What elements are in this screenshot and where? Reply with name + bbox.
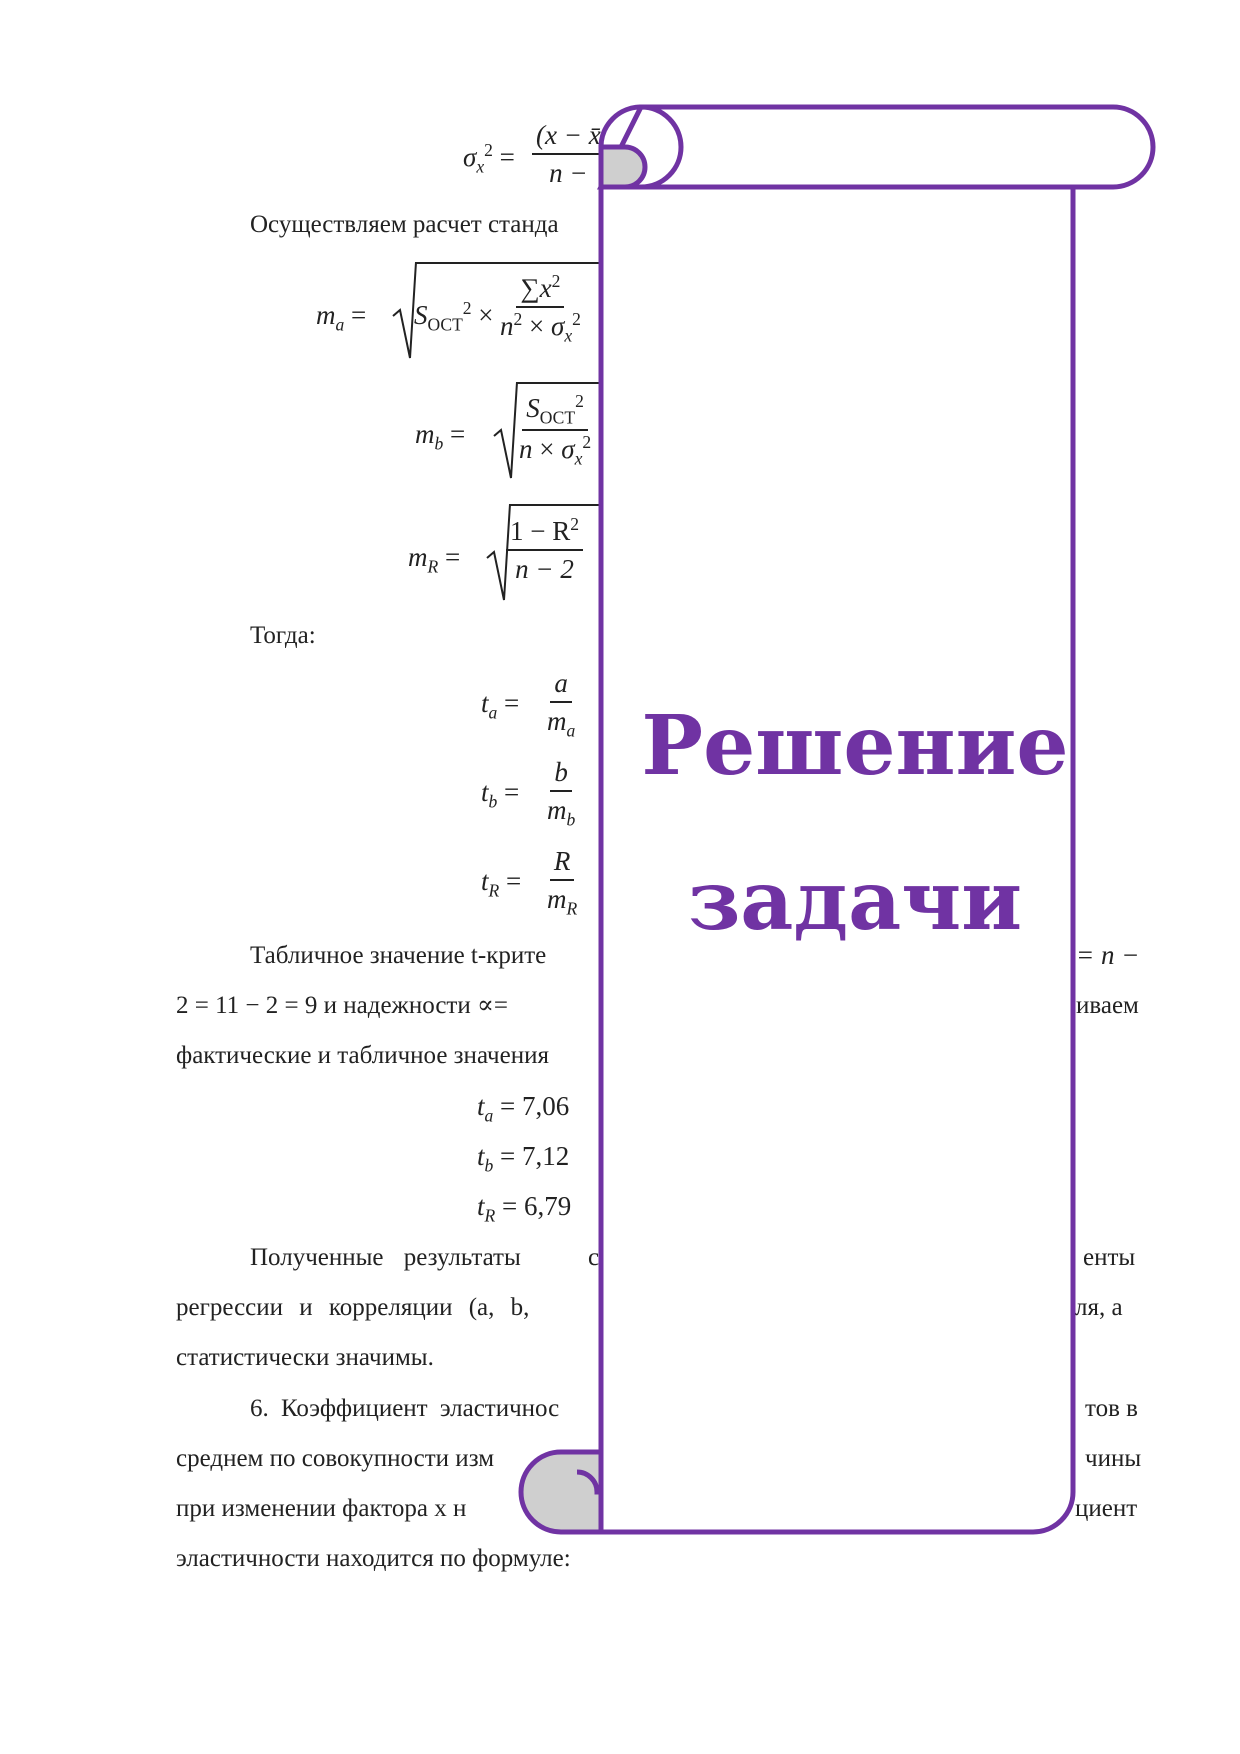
paragraph-results-left: Полученные результаты xyxy=(250,1244,521,1271)
sigma-numerator: (x − x̄ xyxy=(532,118,605,155)
tb-numerator: b xyxy=(550,755,572,792)
one-minus-r2: $1 - R^2$ xyxy=(506,513,583,551)
tr-lhs: $t_R$ = xyxy=(481,866,522,901)
paragraph-change-right: циент xyxy=(1075,1495,1138,1522)
ta-numerator: a xyxy=(550,666,572,703)
paragraph-change-left: при изменении фактора х н xyxy=(176,1495,467,1522)
paragraph-results-c: с xyxy=(588,1244,600,1271)
ta-lhs: $t_a$ = xyxy=(481,688,520,723)
paragraph-elasticity-right: тов в xyxy=(1085,1395,1138,1422)
paragraph-average-right: чины xyxy=(1085,1445,1142,1472)
paragraph-regression-left: регрессии и корреляции (a, b, xyxy=(176,1294,530,1321)
n2-sigma2: $n^2 \times \sigma_x^2$ xyxy=(500,309,581,346)
tr-numerator: R xyxy=(550,844,575,881)
paragraph-table-value: Табличное значение t-крите xyxy=(250,942,547,969)
mr-formula-lhs: $m_R$ = xyxy=(408,542,461,577)
paragraph-df-right: = n − xyxy=(1076,940,1140,970)
sum-x2: $\sum x^2$ xyxy=(516,270,564,308)
paragraph-std-error: Осуществляем расчет станда xyxy=(250,211,559,238)
tr-denominator: $m_R$ xyxy=(547,884,578,919)
ta-value: $t_a = 7,06$ xyxy=(477,1091,570,1126)
sigma-denominator: n − xyxy=(549,158,588,189)
tb-lhs: $t_b$ = xyxy=(481,777,520,812)
paragraph-regression-right: ля, а xyxy=(1075,1294,1123,1321)
sigma-formula-lhs: $\sigma_x^2$ = xyxy=(463,140,515,177)
mb-formula-lhs: $m_b$ = xyxy=(415,419,466,454)
scroll-body xyxy=(601,107,1153,1532)
scroll-bottom-curl xyxy=(521,1452,601,1532)
paragraph-df-line: 2 = 11 − 2 = 9 и надежности ∝= xyxy=(176,992,508,1019)
n-minus-2: n − 2 xyxy=(515,554,574,585)
mb-s-ost: $S_{ОСТ}^2$ xyxy=(522,390,588,431)
ta-denominator: $m_a$ xyxy=(547,706,576,741)
tr-value: $t_R = 6,79$ xyxy=(477,1191,572,1226)
ma-s-ost: $S_{ОСТ}^2$ × xyxy=(414,298,494,335)
paragraph-compare-right: иваем xyxy=(1076,992,1139,1019)
scroll-title-line1: Решение xyxy=(641,698,1069,794)
paragraph-significant: статистически значимы. xyxy=(176,1344,434,1371)
mb-n-sigma2: $n \times \sigma_x^2$ xyxy=(519,432,592,469)
paragraph-elasticity-left: 6. Коэффициент эластичнос xyxy=(250,1395,560,1422)
paragraph-results-right: енты xyxy=(1083,1244,1136,1271)
paragraph-togda: Тогда: xyxy=(250,622,316,649)
tb-denominator: $m_b$ xyxy=(547,795,576,830)
tb-value: $t_b = 7,12$ xyxy=(477,1141,570,1176)
scroll-top-curl-shade xyxy=(601,147,645,187)
paragraph-formula-line: эластичности находится по формуле: xyxy=(176,1545,571,1572)
paragraph-average-left: среднем по совокупности изм xyxy=(176,1445,495,1472)
paragraph-facts: фактические и табличное значения xyxy=(176,1042,549,1069)
scroll-title-line2: задачи xyxy=(687,853,1023,949)
ma-formula-lhs: $m_a$ = xyxy=(316,300,367,335)
